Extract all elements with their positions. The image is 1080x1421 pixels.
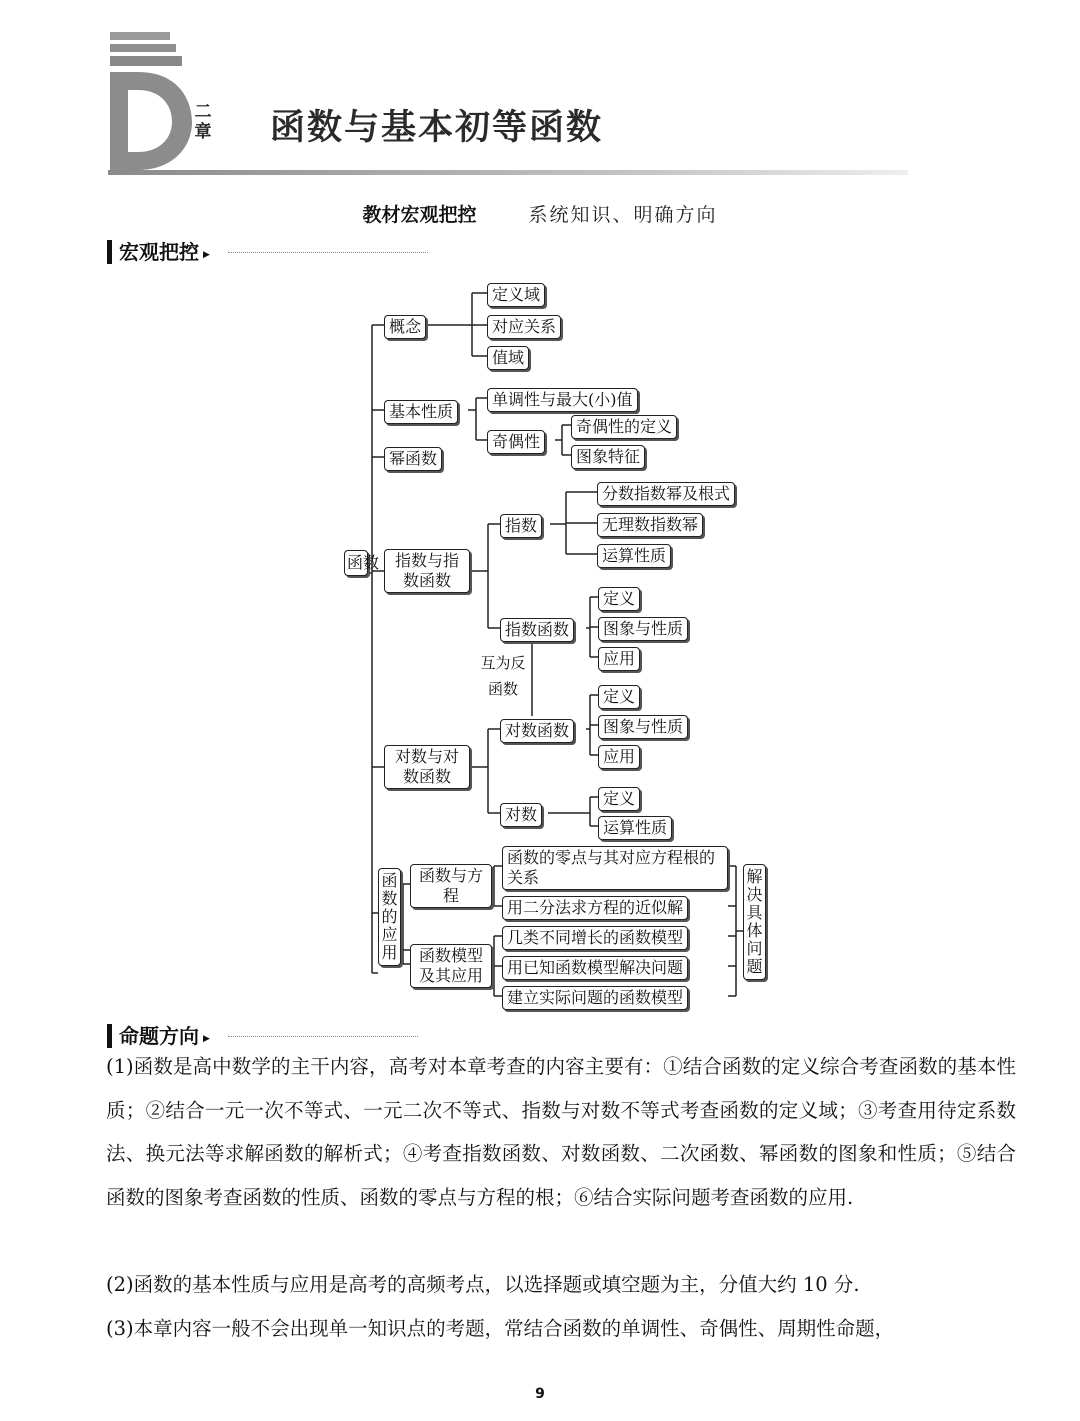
node-func-app: 函数的应用 bbox=[378, 868, 401, 966]
node-log-def: 定义 bbox=[598, 685, 640, 709]
node-log-ops: 运算性质 bbox=[598, 816, 672, 840]
node-range: 值域 bbox=[487, 346, 529, 370]
title-divider bbox=[108, 170, 908, 175]
node-log-func: 对数函数 bbox=[500, 719, 574, 743]
node-exp-def: 定义 bbox=[598, 587, 640, 611]
node-exp-func: 指数函数 bbox=[500, 618, 574, 642]
node-log-graph: 图象与性质 bbox=[598, 715, 688, 739]
section-heading-macro-text: 宏观把控 bbox=[119, 240, 199, 264]
node-root: 函数 bbox=[344, 550, 368, 576]
node-basic-props: 基本性质 bbox=[384, 400, 458, 424]
node-zero-rel: 函数的零点与其对应方程根的关系 bbox=[502, 846, 728, 890]
inverse-note: 互为反函数 bbox=[480, 654, 526, 698]
node-bisection: 用二分法求方程的近似解 bbox=[502, 896, 688, 920]
section-rule bbox=[228, 252, 428, 254]
node-power-func: 幂函数 bbox=[384, 447, 442, 471]
node-growth: 几类不同增长的函数模型 bbox=[502, 926, 688, 950]
node-parity: 奇偶性 bbox=[487, 430, 545, 454]
node-log-app: 应用 bbox=[598, 745, 640, 769]
node-mapping: 对应关系 bbox=[487, 315, 561, 339]
subtitle-sub: 系统知识、明确方向 bbox=[528, 204, 718, 226]
section-heading-macro bbox=[107, 240, 210, 269]
page-number: 9 bbox=[535, 1386, 545, 1402]
section-heading-direction-text: 命题方向 bbox=[119, 1024, 199, 1048]
paragraph-3: (3)本章内容一般不会出现单一知识点的考题，常结合函数的单调性、奇偶性、周期性命题， bbox=[106, 1317, 895, 1340]
node-solve: 解决具体问题 bbox=[743, 864, 766, 980]
node-log-def2: 定义 bbox=[598, 787, 640, 811]
node-exp-graph: 图象与性质 bbox=[598, 617, 688, 641]
node-log: 对数 bbox=[500, 803, 542, 827]
node-build-model: 建立实际问题的函数模型 bbox=[502, 986, 688, 1010]
node-exp-group: 指数与指数函数 bbox=[384, 549, 470, 593]
section-rule bbox=[228, 1036, 418, 1038]
node-domain: 定义域 bbox=[487, 283, 545, 307]
node-log-group: 对数与对数函数 bbox=[384, 745, 470, 789]
node-concept: 概念 bbox=[384, 315, 426, 339]
triangle-icon: ▶ bbox=[203, 1034, 210, 1044]
subtitle bbox=[0, 200, 1080, 227]
node-parity-def: 奇偶性的定义 bbox=[571, 415, 677, 439]
node-graph-feature: 图象特征 bbox=[571, 445, 645, 469]
chapter-logo bbox=[108, 30, 198, 172]
subtitle-main: 教材宏观把控 bbox=[362, 204, 477, 226]
node-exp-ops: 运算性质 bbox=[597, 544, 671, 568]
paragraph-2: (2)函数的基本性质与应用是高考的高频考点，以选择题或填空题为主，分值大约 10 分. bbox=[106, 1273, 860, 1296]
chapter-label: 二章 bbox=[194, 102, 212, 142]
node-irr-exp: 无理数指数幂 bbox=[597, 513, 703, 537]
knowledge-mindmap bbox=[0, 270, 1080, 1020]
node-model-group: 函数模型及其应用 bbox=[410, 944, 492, 988]
node-frac-exp: 分数指数幂及根式 bbox=[597, 482, 735, 506]
node-monotonic: 单调性与最大(小)值 bbox=[487, 388, 638, 412]
node-exponent: 指数 bbox=[500, 514, 542, 538]
node-func-eq: 函数与方程 bbox=[410, 864, 492, 908]
node-known-model: 用已知函数模型解决问题 bbox=[502, 956, 688, 980]
paragraph-1: (1)函数是高中数学的主干内容，高考对本章考查的内容主要有：①结合函数的定义综合考查函数的基本性质；②结合一元一次不等式、一元二次不等式、指数与对数不等式考查函数的定义域；③考查用待定系数法、换元法等求解函数的解析式；④考查指数函数、对数函数、二次函数、幂函数的图象和性质；⑤结合函数的图象考查函数的性质、函数的零点与方程的根；⑥结合实际问题考查函数的应用. bbox=[106, 1055, 1016, 1209]
node-exp-app: 应用 bbox=[598, 647, 640, 671]
triangle-icon: ▶ bbox=[203, 250, 210, 260]
chapter-title: 函数与基本初等函数 bbox=[270, 108, 604, 148]
